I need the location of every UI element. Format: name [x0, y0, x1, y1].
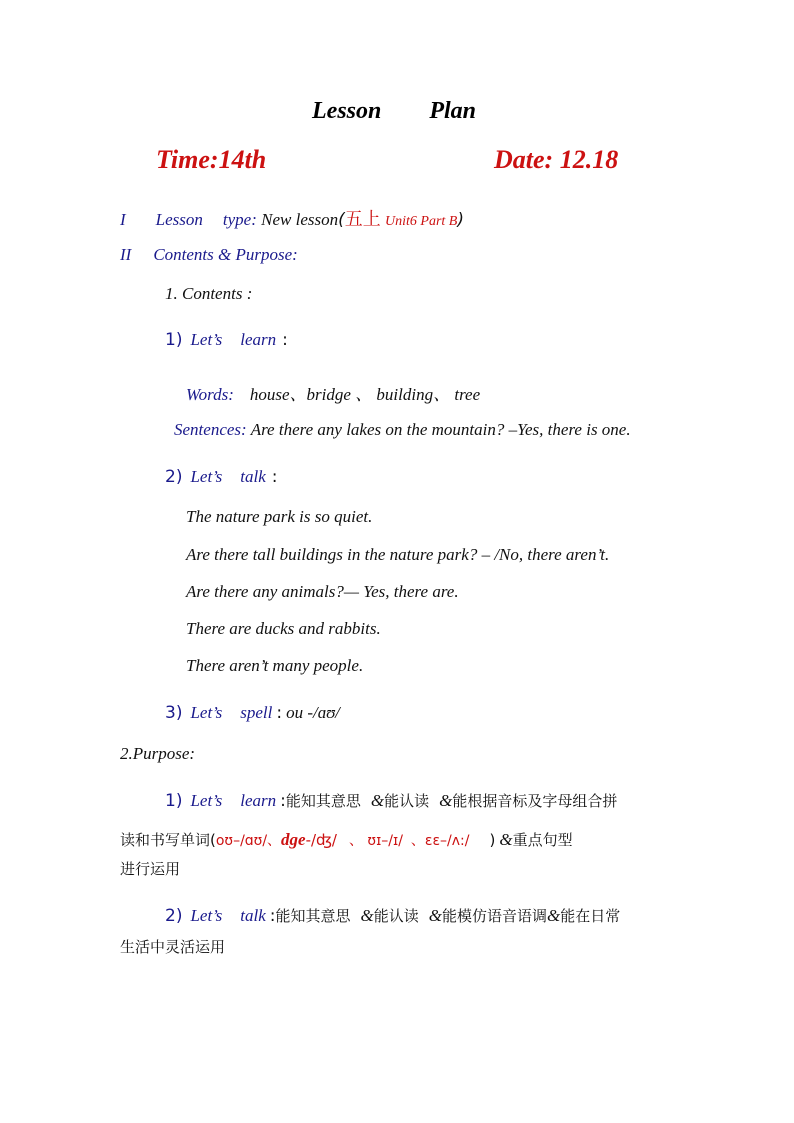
sentences-line — [174, 420, 631, 440]
date-label: Date: 12.18 — [494, 145, 619, 174]
talk-line: The nature park is so quiet. — [186, 507, 373, 526]
talk-line: There are ducks and rabbits. — [186, 619, 381, 638]
paren-open: ( — [338, 210, 345, 230]
section-lesson-type — [120, 205, 464, 231]
talk-number: 2) — [165, 467, 183, 487]
learn-label-learn: learn — [240, 330, 277, 349]
talk-line: Are there tall buildings in the nature park? – /No, there aren’t. — [186, 545, 610, 564]
spell-heading — [165, 703, 340, 723]
purpose-learn-number: 1) — [165, 791, 183, 811]
title-word-plan: Plan — [429, 98, 477, 124]
learn-colon: : — [282, 330, 288, 350]
words-value: house、bridge 、 building、 tree — [249, 385, 481, 404]
time-label: Time:14th — [156, 145, 267, 174]
book-name: 五上 — [344, 209, 381, 230]
phonics-2-sound: -/ʤ/ — [305, 831, 337, 849]
learn-heading — [165, 330, 288, 350]
phonics-4: 、εε–/ʌ:/ — [410, 833, 470, 849]
page-title — [312, 98, 476, 125]
contents-purpose-label: Contents & Purpose: — [153, 245, 298, 264]
unit-name: Unit6 Part B — [385, 214, 458, 229]
purpose-talk-line-1 — [165, 905, 620, 926]
talk-line: Are there any animals?— Yes, there are. — [186, 582, 459, 601]
amp: & — [360, 906, 374, 925]
purpose-learn-colon: : — [280, 791, 286, 811]
talk-label-lets: Let’s — [190, 467, 223, 486]
purpose-learn-line-2 — [120, 829, 573, 850]
spell-colon: : — [276, 703, 283, 723]
purpose-talk-text-c: 能模仿语音语调 — [442, 907, 548, 925]
title-word-lesson: Lesson — [312, 98, 382, 124]
purpose-talk-text-d: 能在日常 — [560, 907, 621, 925]
purpose-talk-number: 2) — [165, 906, 183, 926]
amp: & — [547, 906, 561, 925]
phonics-3: 、 ʊɪ–/ɪ/ — [348, 833, 403, 849]
amp: & — [439, 791, 453, 810]
purpose-learn-text-a: 能知其意思 — [285, 792, 361, 810]
section-numeral-1: I — [120, 210, 126, 229]
talk-line: There aren’t many people. — [186, 656, 364, 675]
spell-label-lets: Let’s — [190, 703, 223, 722]
purpose-talk-talk: talk — [240, 906, 266, 925]
sentences-label: Sentences: — [174, 420, 247, 439]
spell-number: 3) — [165, 703, 183, 723]
paren-close: ) — [457, 210, 464, 230]
purpose-heading: 2.Purpose: — [120, 744, 196, 763]
purpose-learn-line-3: 进行运用 — [120, 860, 181, 878]
purpose-talk-line-2: 生活中灵活运用 — [120, 938, 226, 956]
section-contents-purpose — [120, 245, 298, 265]
purpose-learn-learn: learn — [240, 791, 277, 810]
purpose-talk-colon: : — [269, 906, 276, 926]
purpose-talk-text-a: 能知其意思 — [275, 907, 351, 925]
phonics-2-letters: dge — [281, 830, 306, 849]
words-line — [186, 380, 480, 405]
section-numeral-2: II — [120, 245, 132, 264]
purpose-talk-lets: Let’s — [190, 906, 223, 925]
talk-label-talk: talk — [240, 467, 266, 486]
contents-heading: 1. Contents : — [165, 284, 253, 303]
purpose-learn-line2-a: 读和书写单词( — [120, 831, 216, 849]
amp: & — [370, 791, 385, 810]
amp: & — [499, 830, 513, 849]
talk-heading — [165, 467, 278, 487]
learn-label-lets: Let’s — [190, 330, 223, 349]
lesson-label: Lesson — [155, 210, 203, 229]
purpose-learn-line-1 — [165, 790, 617, 811]
purpose-learn-line2-b: ) — [489, 831, 496, 849]
amp: & — [428, 906, 442, 925]
words-label: Words: — [186, 385, 234, 404]
purpose-learn-line2-c: 重点句型 — [512, 831, 573, 849]
lesson-type-value: New lesson — [256, 210, 339, 229]
purpose-learn-text-b: 能认读 — [384, 792, 430, 810]
phonics-1: oʊ–/ɑʊ/、 — [215, 833, 282, 849]
spell-label-spell: spell — [240, 703, 273, 722]
type-label: type: — [222, 210, 257, 229]
purpose-learn-lets: Let’s — [190, 791, 223, 810]
talk-colon: : — [271, 467, 278, 487]
purpose-learn-text-c: 能根据音标及字母组合拼 — [452, 792, 618, 810]
learn-number: 1) — [165, 330, 183, 350]
sentences-value: Are there any lakes on the mountain? –Yes, there is one. — [250, 420, 631, 439]
spell-value: ou -/ɑʊ/ — [286, 703, 340, 722]
purpose-talk-text-b: 能认读 — [373, 907, 419, 925]
